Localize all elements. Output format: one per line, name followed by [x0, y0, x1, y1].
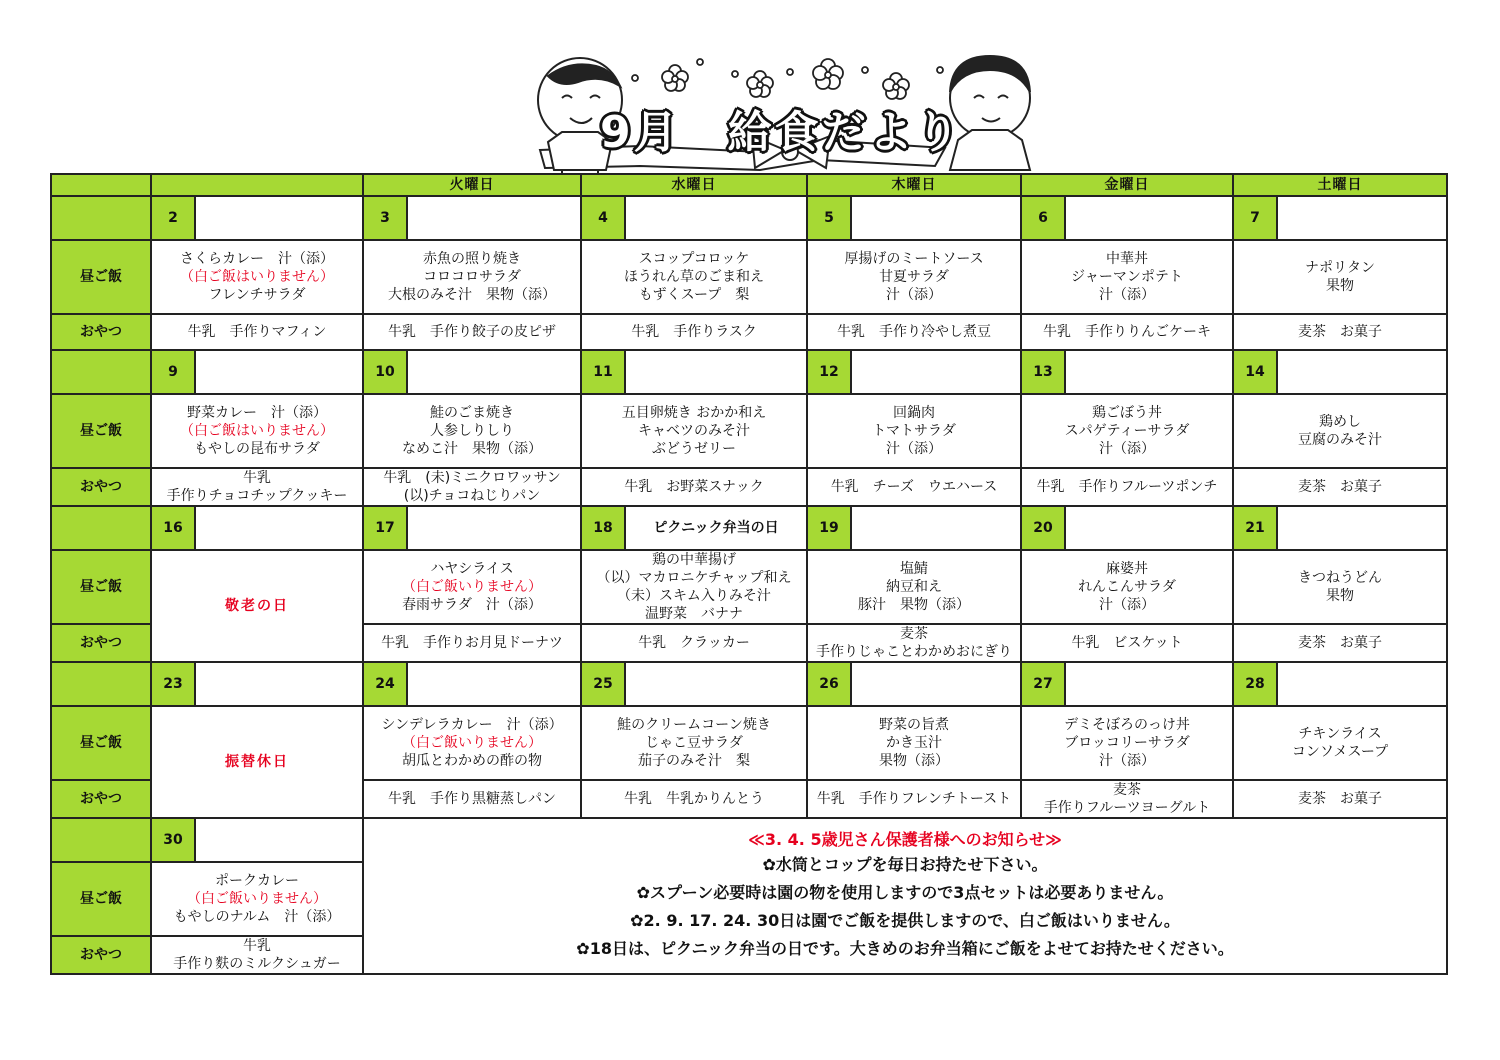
lunch-cell: ハヤシライス （白ご飯いりません） 春雨サラダ 汁（添）: [363, 550, 581, 624]
day-number: 27: [1022, 663, 1065, 705]
lunch-cell: 赤魚の照り焼き コロコロサラダ 大根のみそ汁 果物（添）: [363, 240, 581, 314]
lunch-cell: デミそぼろのっけ丼 ブロッコリーサラダ 汁（添）: [1021, 706, 1233, 780]
lunch-cell: シンデレラカレー 汁（添） （白ご飯いりません） 胡瓜とわかめの酢の物: [363, 706, 581, 780]
header-sat: 土曜日: [1233, 174, 1447, 196]
day-number: 13: [1022, 351, 1065, 393]
header-corner: [51, 174, 151, 196]
row-label-snack: おやつ: [51, 624, 151, 662]
lunch-cell: 五目卵焼き おかか和え キャベツのみそ汁 ぶどうゼリー: [581, 394, 807, 468]
day-number: 19: [808, 507, 851, 549]
notice-box: [363, 818, 1447, 974]
day-cell: [151, 818, 363, 862]
day-cell: [1233, 350, 1447, 394]
lunch-cell: 麻婆丼 れんこんサラダ 汁（添）: [1021, 550, 1233, 624]
event-label: ピクニック弁当の日: [653, 520, 779, 536]
day-number: 7: [1234, 197, 1277, 239]
day-cell: [581, 662, 807, 706]
day-number: 16: [152, 507, 195, 549]
notice-line: ✿水筒とコップを毎日お持たせ下さい。: [762, 855, 1048, 874]
day-cell: [151, 196, 363, 240]
row-label-lunch: 昼ご飯: [51, 550, 151, 624]
lunch-cell: ポークカレー （白ご飯いりません） もやしのナルム 汁（添）: [151, 862, 363, 936]
day-cell: [1233, 662, 1447, 706]
day-cell: [363, 662, 581, 706]
day-cell: [1021, 662, 1233, 706]
menu-calendar: [50, 173, 1448, 975]
day-cell: [363, 196, 581, 240]
week-side: [51, 350, 151, 394]
lunch-cell: 厚揚げのミートソース 甘夏サラダ 汁（添）: [807, 240, 1021, 314]
row-label-lunch: 昼ご飯: [51, 394, 151, 468]
snack-cell: 牛乳 ビスケット: [1021, 624, 1233, 662]
snack-cell: 牛乳 (未)ミニクロワッサン (以)チョコねじりパン: [363, 468, 581, 506]
snack-cell: 麦茶 お菓子: [1233, 468, 1447, 506]
page-title: 9月 給食だより: [600, 107, 963, 158]
snack-cell: 牛乳 チーズ ウエハース: [807, 468, 1021, 506]
day-number: 9: [152, 351, 195, 393]
notice-line: ✿スプーン必要時は園の物を使用しますので3点セットは必要ありません。: [636, 883, 1174, 902]
header-fri: 金曜日: [1021, 174, 1233, 196]
row-label-lunch: 昼ご飯: [51, 706, 151, 780]
row-label-snack: おやつ: [51, 780, 151, 818]
snack-cell: 牛乳 手作りフレンチトースト: [807, 780, 1021, 818]
snack-cell: 麦茶 手作りフルーツヨーグルト: [1021, 780, 1233, 818]
lunch-cell: 塩鯖 納豆和え 豚汁 果物（添）: [807, 550, 1021, 624]
snack-cell: 牛乳 お野菜スナック: [581, 468, 807, 506]
row-label-snack: おやつ: [51, 314, 151, 350]
header-tue: 火曜日: [363, 174, 581, 196]
day-number: 20: [1022, 507, 1065, 549]
snack-cell: 麦茶 手作りじゃことわかめおにぎり: [807, 624, 1021, 662]
header: [0, 0, 1500, 175]
snack-cell: 牛乳 手作りりんごケーキ: [1021, 314, 1233, 350]
day-number: 28: [1234, 663, 1277, 705]
lunch-cell: 鶏めし 豆腐のみそ汁: [1233, 394, 1447, 468]
lunch-cell: 野菜カレー 汁（添） （白ご飯はいりません） もやしの昆布サラダ: [151, 394, 363, 468]
week-side: [51, 196, 151, 240]
day-number: 26: [808, 663, 851, 705]
lunch-cell: 鮭のごま焼き 人参しりしり なめこ汁 果物（添）: [363, 394, 581, 468]
snack-cell: 牛乳 手作りお月見ドーナツ: [363, 624, 581, 662]
row-label-lunch: 昼ご飯: [51, 862, 151, 936]
header-wed: 水曜日: [581, 174, 807, 196]
snack-cell: 牛乳 手作り冷やし煮豆: [807, 314, 1021, 350]
day-cell: [363, 350, 581, 394]
day-cell: [1233, 196, 1447, 240]
day-number: 6: [1022, 197, 1065, 239]
snack-cell: 牛乳 手作り麩のミルクシュガー: [151, 936, 363, 974]
notice-title: ≪3. 4. 5歳児さん保護者様へのお知らせ≫: [748, 830, 1062, 849]
day-cell: [1021, 350, 1233, 394]
snack-cell: 牛乳 牛乳かりんとう: [581, 780, 807, 818]
day-cell: [807, 350, 1021, 394]
day-cell: [1233, 506, 1447, 550]
day-cell: [807, 506, 1021, 550]
lunch-cell: きつねうどん 果物: [1233, 550, 1447, 624]
lunch-cell: 野菜の旨煮 かき玉汁 果物（添）: [807, 706, 1021, 780]
day-number: 18: [582, 507, 625, 549]
flower-icons: [632, 59, 943, 99]
day-number: 10: [364, 351, 407, 393]
lunch-cell: チキンライス コンソメスープ: [1233, 706, 1447, 780]
header-mon: [151, 174, 363, 196]
lunch-cell: 回鍋肉 トマトサラダ 汁（添）: [807, 394, 1021, 468]
day-cell: [151, 350, 363, 394]
day-number: 17: [364, 507, 407, 549]
day-cell: [581, 350, 807, 394]
day-cell: [807, 196, 1021, 240]
snack-cell: 麦茶 お菓子: [1233, 780, 1447, 818]
snack-cell: 牛乳 クラッカー: [581, 624, 807, 662]
day-cell: [581, 506, 807, 550]
day-number: 2: [152, 197, 195, 239]
snack-cell: 麦茶 お菓子: [1233, 624, 1447, 662]
week-side: [51, 662, 151, 706]
notice-line: ✿18日は、ピクニック弁当の日です。大きめのお弁当箱にご飯をよせてお持たせください。: [576, 939, 1234, 958]
day-cell: [581, 196, 807, 240]
snack-cell: 牛乳 手作り黒糖蒸しパン: [363, 780, 581, 818]
day-cell: [1021, 506, 1233, 550]
lunch-cell: 鮭のクリームコーン焼き じゃこ豆サラダ 茄子のみそ汁 梨: [581, 706, 807, 780]
snack-cell: 牛乳 手作りマフィン: [151, 314, 363, 350]
day-number: 21: [1234, 507, 1277, 549]
snack-cell: 牛乳 手作り餃子の皮ピザ: [363, 314, 581, 350]
header-thu: 木曜日: [807, 174, 1021, 196]
day-number: 11: [582, 351, 625, 393]
day-cell: [151, 662, 363, 706]
lunch-cell: ナポリタン 果物: [1233, 240, 1447, 314]
lunch-cell: 中華丼 ジャーマンポテト 汁（添）: [1021, 240, 1233, 314]
snack-cell: 牛乳 手作りチョコチップクッキー: [151, 468, 363, 506]
holiday-label: 振替休日: [151, 706, 363, 818]
notice-line: ✿2. 9. 17. 24. 30日は園でご飯を提供しますので、白ご飯はいりません。: [630, 911, 1180, 930]
snack-cell: 麦茶 お菓子: [1233, 314, 1447, 350]
day-number: 3: [364, 197, 407, 239]
snack-cell: 牛乳 手作りラスク: [581, 314, 807, 350]
row-label-lunch: 昼ご飯: [51, 240, 151, 314]
lunch-cell: 鶏の中華揚げ （以）マカロニケチャップ和え （未）スキム入りみそ汁 温野菜 バナナ: [581, 550, 807, 624]
day-number: 24: [364, 663, 407, 705]
snack-cell: 牛乳 手作りフルーツポンチ: [1021, 468, 1233, 506]
lunch-cell: スコップコロッケ ほうれん草のごま和え もずくスープ 梨: [581, 240, 807, 314]
day-cell: [807, 662, 1021, 706]
day-number: 23: [152, 663, 195, 705]
holiday-label: 敬老の日: [151, 550, 363, 662]
lunch-cell: 鶏ごぼう丼 スパゲティーサラダ 汁（添）: [1021, 394, 1233, 468]
lunch-cell: さくらカレー 汁（添） （白ご飯はいりません） フレンチサラダ: [151, 240, 363, 314]
day-cell: [1021, 196, 1233, 240]
day-number: 14: [1234, 351, 1277, 393]
day-number: 30: [152, 819, 195, 861]
week-side: [51, 818, 151, 862]
day-cell: [151, 506, 363, 550]
day-cell: [363, 506, 581, 550]
row-label-snack: おやつ: [51, 468, 151, 506]
day-number: 5: [808, 197, 851, 239]
day-number: 12: [808, 351, 851, 393]
row-label-snack: おやつ: [51, 936, 151, 974]
day-number: 4: [582, 197, 625, 239]
week-side: [51, 506, 151, 550]
day-number: 25: [582, 663, 625, 705]
